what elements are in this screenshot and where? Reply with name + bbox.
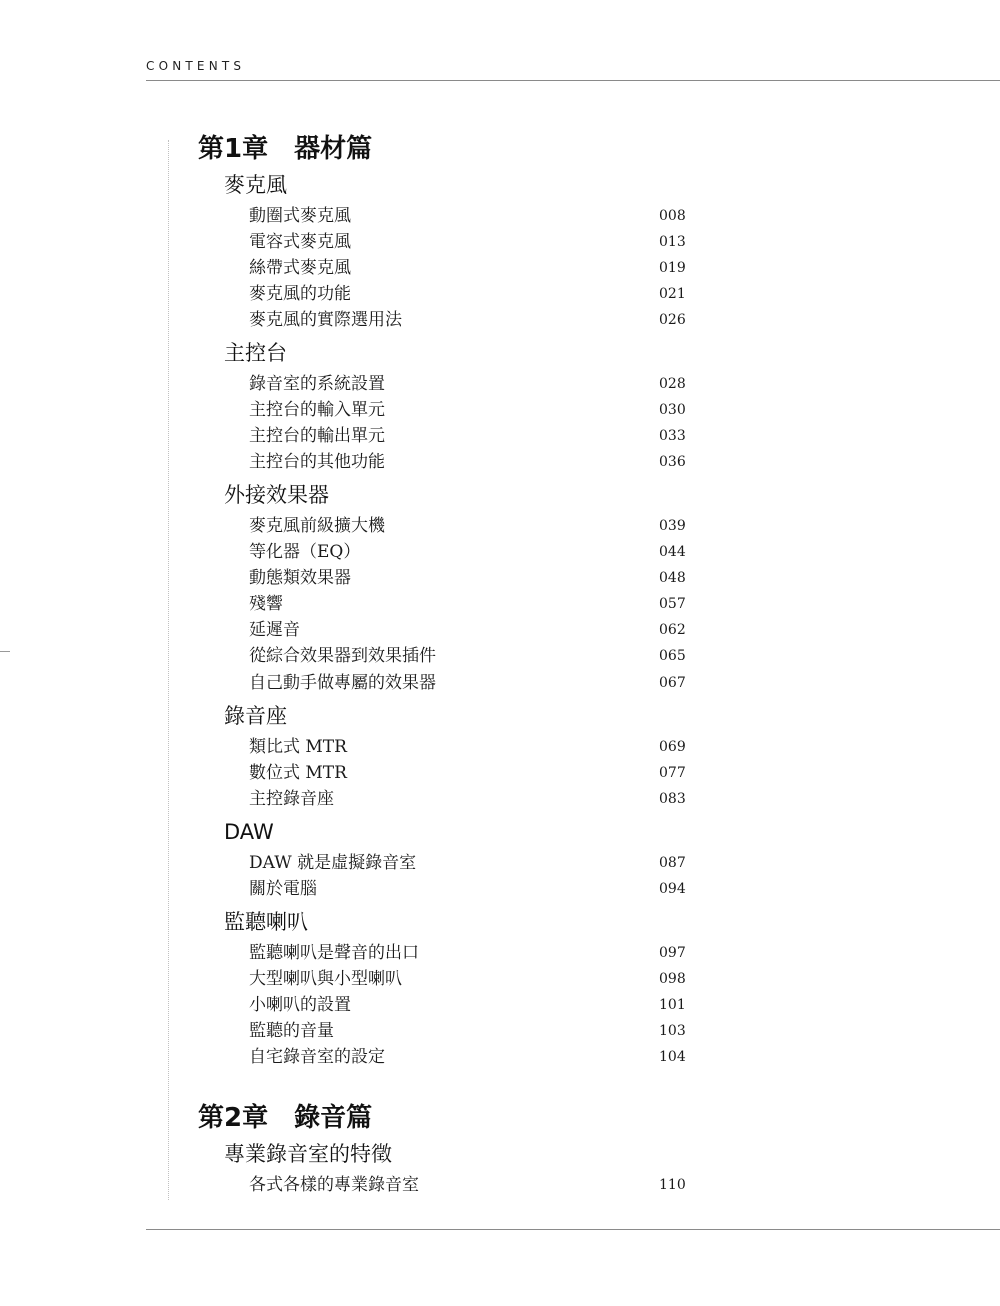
toc-entry[interactable]: [249, 592, 689, 616]
toc-entry[interactable]: [249, 204, 689, 228]
toc-entry[interactable]: [249, 967, 689, 991]
entry-title: 麥克風的實際選用法: [249, 310, 402, 330]
toc-entry[interactable]: [249, 282, 689, 306]
toc-entry[interactable]: [249, 450, 689, 474]
entry-page-number: 033: [659, 428, 686, 444]
entry-page-number: 013: [659, 234, 686, 250]
entry-title: 電容式麥克風: [249, 232, 351, 252]
section-heading: 專業錄音室的特徵: [224, 1142, 392, 1166]
toc-entry[interactable]: [249, 941, 689, 965]
entry-title: 主控台的其他功能: [249, 452, 385, 472]
entry-title: 大型喇叭與小型喇叭: [249, 969, 402, 989]
entry-page-number: 039: [659, 518, 686, 534]
entry-title: 類比式 MTR: [249, 737, 347, 757]
top-rule: [146, 80, 1000, 81]
bottom-rule: [146, 1229, 1000, 1230]
entry-page-number: 057: [659, 596, 686, 612]
entry-page-number: 048: [659, 570, 686, 586]
toc-entry[interactable]: [249, 1045, 689, 1069]
chapter-heading: [198, 133, 372, 165]
chapter-label: 第2章: [198, 1103, 269, 1133]
entry-title: 麥克風前級擴大機: [249, 516, 385, 536]
section-heading: 外接效果器: [224, 483, 329, 507]
entry-page-number: 019: [659, 260, 686, 276]
toc-entry[interactable]: [249, 993, 689, 1017]
toc-entry[interactable]: [249, 256, 689, 280]
toc-entry[interactable]: [249, 761, 689, 785]
entry-page-number: 097: [659, 945, 686, 961]
toc-entry[interactable]: [249, 398, 689, 422]
entry-page-number: 103: [659, 1023, 686, 1039]
toc-entry[interactable]: [249, 1173, 689, 1197]
entry-title: 各式各樣的專業錄音室: [249, 1175, 419, 1195]
entry-page-number: 021: [659, 286, 686, 302]
toc-entry[interactable]: [249, 735, 689, 759]
chapter-title: 器材篇: [294, 134, 373, 164]
toc-entry[interactable]: [249, 566, 689, 590]
toc-entry[interactable]: [249, 671, 689, 695]
edge-mark: [0, 651, 10, 652]
entry-page-number: 094: [659, 881, 686, 897]
entry-title: 關於電腦: [249, 879, 317, 899]
toc-entry[interactable]: [249, 514, 689, 538]
entry-title: 主控台的輸入單元: [249, 400, 385, 420]
toc-entry[interactable]: [249, 540, 689, 564]
entry-title: 等化器（EQ）: [249, 542, 361, 562]
section-heading: DAW: [224, 820, 274, 844]
entry-title: 延遲音: [249, 620, 300, 640]
entry-page-number: 062: [659, 622, 686, 638]
toc-entry[interactable]: [249, 644, 689, 668]
entry-page-number: 083: [659, 791, 686, 807]
entry-page-number: 098: [659, 971, 686, 987]
chapter-label: 第1章: [198, 134, 269, 164]
section-heading: 主控台: [224, 341, 287, 365]
entry-page-number: 104: [659, 1049, 686, 1065]
toc-entry[interactable]: [249, 308, 689, 332]
entry-title: 主控台的輸出單元: [249, 426, 385, 446]
entry-title: 麥克風的功能: [249, 284, 351, 304]
entry-page-number: 101: [659, 997, 686, 1013]
section-heading: 麥克風: [224, 173, 287, 197]
entry-page-number: 008: [659, 208, 686, 224]
entry-title: 監聽喇叭是聲音的出口: [249, 943, 419, 963]
entry-title: 主控錄音座: [249, 789, 334, 809]
entry-page-number: 077: [659, 765, 686, 781]
left-margin-line: [168, 140, 169, 1200]
header-title: CONTENTS: [146, 59, 246, 73]
toc-entry[interactable]: [249, 424, 689, 448]
section-heading: 監聽喇叭: [224, 910, 308, 934]
chapter-heading: [198, 1102, 372, 1134]
entry-page-number: 069: [659, 739, 686, 755]
entry-title: 自宅錄音室的設定: [249, 1047, 385, 1067]
entry-page-number: 028: [659, 376, 686, 392]
entry-title: DAW 就是虛擬錄音室: [249, 853, 417, 873]
toc-entry[interactable]: [249, 787, 689, 811]
chapter-title: 錄音篇: [294, 1103, 373, 1133]
entry-page-number: 065: [659, 648, 686, 664]
entry-title: 絲帶式麥克風: [249, 258, 351, 278]
section-heading: 錄音座: [224, 704, 287, 728]
entry-title: 錄音室的系統設置: [249, 374, 385, 394]
toc-entry[interactable]: [249, 851, 689, 875]
entry-title: 監聽的音量: [249, 1021, 334, 1041]
entry-title: 自己動手做專屬的效果器: [249, 673, 436, 693]
entry-title: 動態類效果器: [249, 568, 351, 588]
entry-page-number: 067: [659, 675, 686, 691]
entry-page-number: 026: [659, 312, 686, 328]
entry-title: 數位式 MTR: [249, 763, 347, 783]
entry-title: 小喇叭的設置: [249, 995, 351, 1015]
entry-page-number: 030: [659, 402, 686, 418]
entry-page-number: 087: [659, 855, 686, 871]
toc-entry[interactable]: [249, 618, 689, 642]
toc-entry[interactable]: [249, 1019, 689, 1043]
entry-page-number: 036: [659, 454, 686, 470]
entry-title: 從綜合效果器到效果插件: [249, 646, 436, 666]
entry-page-number: 110: [659, 1177, 686, 1193]
toc-entry[interactable]: [249, 230, 689, 254]
entry-page-number: 044: [659, 544, 686, 560]
toc-entry[interactable]: [249, 877, 689, 901]
entry-title: 動圈式麥克風: [249, 206, 351, 226]
entry-title: 殘響: [249, 594, 283, 614]
toc-entry[interactable]: [249, 372, 689, 396]
